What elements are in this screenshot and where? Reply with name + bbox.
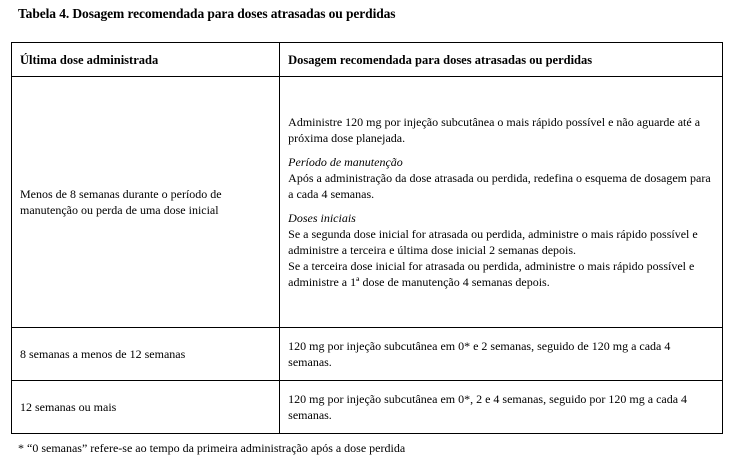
dosage-table xyxy=(11,42,723,434)
maintenance-text: Após a administração da dose atrasada ou perdida, redefina o esquema de dosagem para a cada 4 semanas. xyxy=(288,171,711,201)
initial-doses-text-1: Se a segunda dose inicial for atrasada ou perdida, administre o mais rápido possível e administre a terceira e última dose inicial 2 semanas depois. xyxy=(288,227,698,257)
table-header-row xyxy=(12,43,723,77)
maintenance-heading: Período de manutenção xyxy=(288,155,403,169)
dosage-cell: 120 mg por injeção subcutânea em 0*, 2 e 4 semanas, seguido por 120 mg a cada 4 semanas. xyxy=(280,381,723,434)
table-row xyxy=(12,381,723,434)
dosage-cell xyxy=(280,77,723,328)
table-row xyxy=(12,77,723,328)
table-caption: Tabela 4. Dosagem recomendada para doses atrasadas ou perdidas xyxy=(18,6,396,21)
footnote: * “0 semanas” refere-se ao tempo da primeira administração após a dose perdida xyxy=(18,441,406,455)
last-dose-cell: 12 semanas ou mais xyxy=(12,381,280,434)
header-last-dose: Última dose administrada xyxy=(12,43,280,77)
header-recommended-dosage: Dosagem recomendada para doses atrasadas ou perdidas xyxy=(280,43,723,77)
initial-doses-heading: Doses iniciais xyxy=(288,211,356,225)
initial-doses-text-2: Se a terceira dose inicial for atrasada ou perdida, administre o mais rápido possível e administre a 1ª dose de manutenção 4 semanas depois. xyxy=(288,259,695,289)
dosage-intro: Administre 120 mg por injeção subcutânea o mais rápido possível e não aguarde até a próxima dose planejada. xyxy=(288,115,701,145)
dosage-cell: 120 mg por injeção subcutânea em 0* e 2 semanas, seguido de 120 mg a cada 4 semanas. xyxy=(280,328,723,381)
table-row xyxy=(12,328,723,381)
last-dose-cell: 8 semanas a menos de 12 semanas xyxy=(12,328,280,381)
last-dose-cell: Menos de 8 semanas durante o período de manutenção ou perda de uma dose inicial xyxy=(12,77,280,328)
